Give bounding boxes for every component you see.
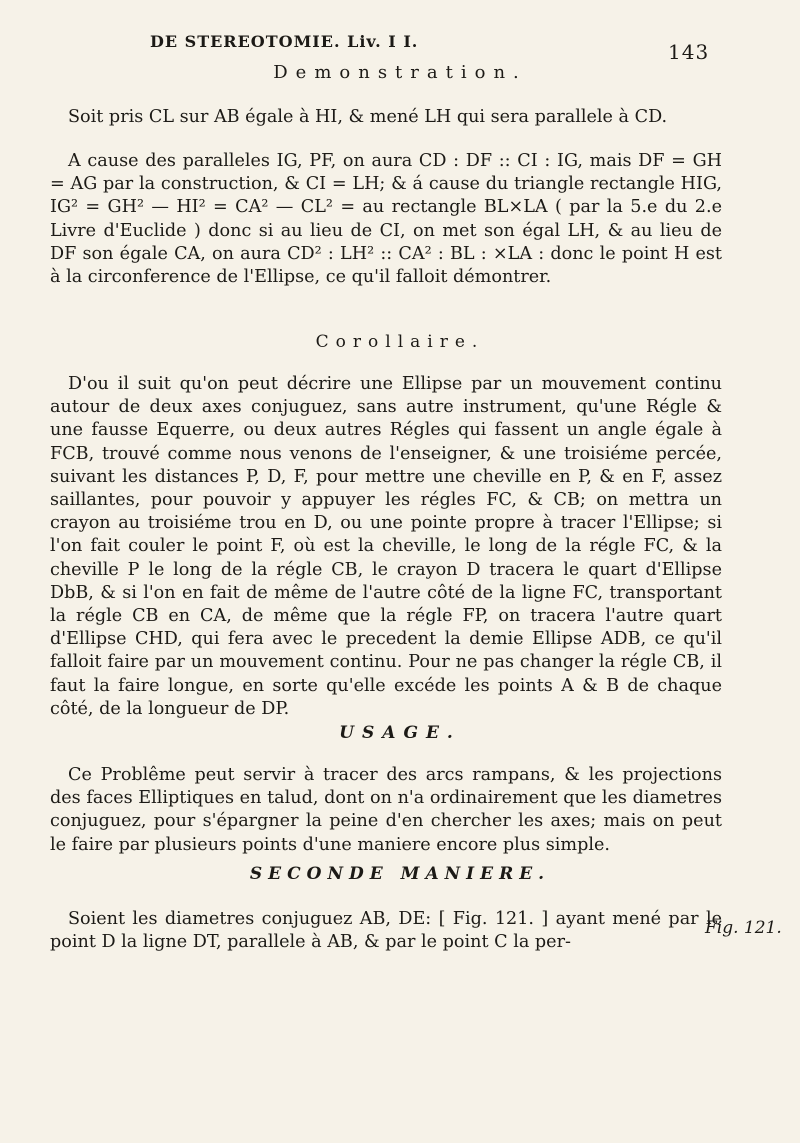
paragraph-4: Ce Problême peut servir à tracer des arcs rampans, & les projections des faces Elliptiques en talud, dont on n'a ordinairement que les diametres conjuguez, pour s'épargner la peine d'en chercher les axes; mais on peut le faire par plusieurs points d'une maniere encore plus simple. (50, 765, 722, 855)
heading-seconde-maniere: SECONDE MANIERE. (249, 864, 551, 884)
paragraph-5: Soient les diametres conjuguez AB, DE: [ Fig. 121. ] ayant mené par le point D la ligne DT, parallele à AB, & par le point C la per- (50, 909, 722, 953)
paragraph-3: D'ou il suit qu'on peut décrire une Ellipse par un mouvement continu autour de deux axes conjuguez, sans autre instrument, qu'une Régle & une fausse Equerre, ou deux autres Régles qui fassent un angle égale à FCB, trouvé comme nous venons de l'enseigner, & une troisiéme percée, suivant les distances P, D, F, pour mettre une cheville en P, & en F, assez saillantes, pour pouvoir y appuyer les régles FC, & CB; on mettra un crayon au troisiéme trou en D, ou une pointe propre à tracer l'Ellipse; si l'on fait couler le point F, où est la cheville, le long de la régle FC, & la cheville P le long de la régle CB, le crayon D tracera le quart d'Ellipse DbB, & si l'on en fait de même de l'autre côté de la ligne FC, transportant la régle CB en CA, de même que la régle FP, on tracera l'autre quart d'Ellipse CHD, qui fera avec le precedent la demie Ellipse ADB, ce qu'il falloit faire par un mouvement continu. Pour ne pas changer la régle CB, il faut la faire longue, en sorte qu'elle excéde les points A & B de chaque côté, de la longueur de DP. (50, 374, 722, 719)
paragraph-1: Soit pris CL sur AB égale à HI, & mené LH qui sera parallele à CD. (68, 107, 668, 127)
running-title: DE STEREOTOMIE. Liv. I I. (150, 32, 419, 51)
heading-usage: USAGE. (339, 723, 461, 743)
page-number: 143 (668, 40, 710, 64)
heading-corollaire: Corollaire. (315, 332, 485, 352)
running-header (150, 32, 710, 64)
paragraph-2: A cause des paralleles IG, PF, on aura CD : DF :: CI : IG, mais DF = GH = AG par la construction, & CI = LH; & á cause du triangle rectangle HIG, IG² = GH² — HI² = CA² — CL² = au rectangle BL×LA ( par la 5.e du 2.e Livre d'Euclide ) donc si au lieu de CI, on met son égal LH, & au lieu de DF son égale CA, on aura CD² : LH² :: CA² : BL : ×LA : donc le point H est à la circonference de l'Ellipse, ce qu'il falloit démontrer. (50, 151, 722, 288)
margin-figure-reference: Fig. 121. (705, 918, 782, 938)
heading-demonstration: Demonstration. (273, 62, 527, 83)
